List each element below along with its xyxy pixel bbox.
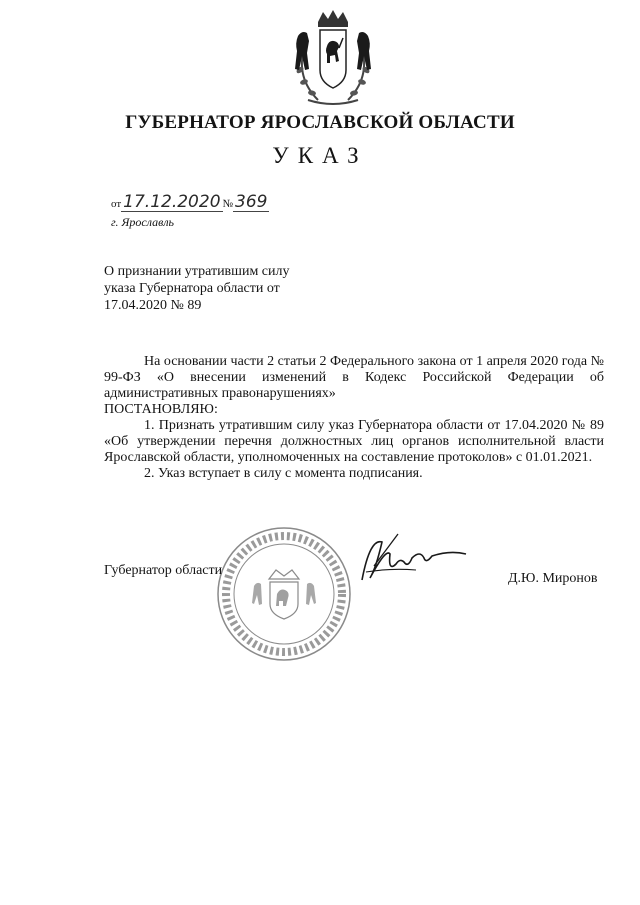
preamble-paragraph: На основании части 2 статьи 2 Федерального закона от 1 апреля 2020 года № 99-ФЗ «О внесении изменений в Кодекс Российской Федерации об административных правонарушениях»	[104, 354, 604, 401]
document-body	[104, 354, 604, 482]
decree-item-2: 2. Указ вступает в силу с момента подписания.	[144, 466, 423, 481]
handwritten-signature-icon	[340, 528, 470, 588]
signatory-position: Губернатор области	[104, 563, 223, 578]
number-label: №	[222, 198, 234, 210]
date-label: от	[111, 198, 122, 210]
document-type: УКАЗ	[272, 143, 368, 168]
coat-of-arms-icon	[288, 8, 378, 108]
document-subject	[104, 263, 364, 314]
decree-item-1: 1. Признать утратившим силу указ Губернатора области от 17.04.2020 № 89 «Об утверждении перечня должностных лиц органов исполнительной власти Ярославской области, уполномоченных на составление протоколов» с 01.01.2021.	[104, 418, 604, 465]
authority-title: ГУБЕРНАТОР ЯРОСЛАВСКОЙ ОБЛАСТИ	[125, 112, 515, 133]
signatory-name: Д.Ю. Миронов	[508, 571, 598, 586]
official-seal-icon	[214, 524, 354, 664]
subject-line-1: О признании утратившим силу	[104, 264, 290, 279]
city-line: г. Ярославль	[111, 215, 175, 229]
date-number-line	[111, 193, 269, 217]
decree-word: ПОСТАНОВЛЯЮ:	[104, 402, 218, 417]
subject-line-3: 17.04.2020 № 89	[104, 298, 202, 313]
subject-line-2: указа Губернатора области от	[104, 281, 280, 296]
date-value: 17.12.2020	[123, 192, 221, 212]
number-value: 369	[235, 192, 268, 212]
